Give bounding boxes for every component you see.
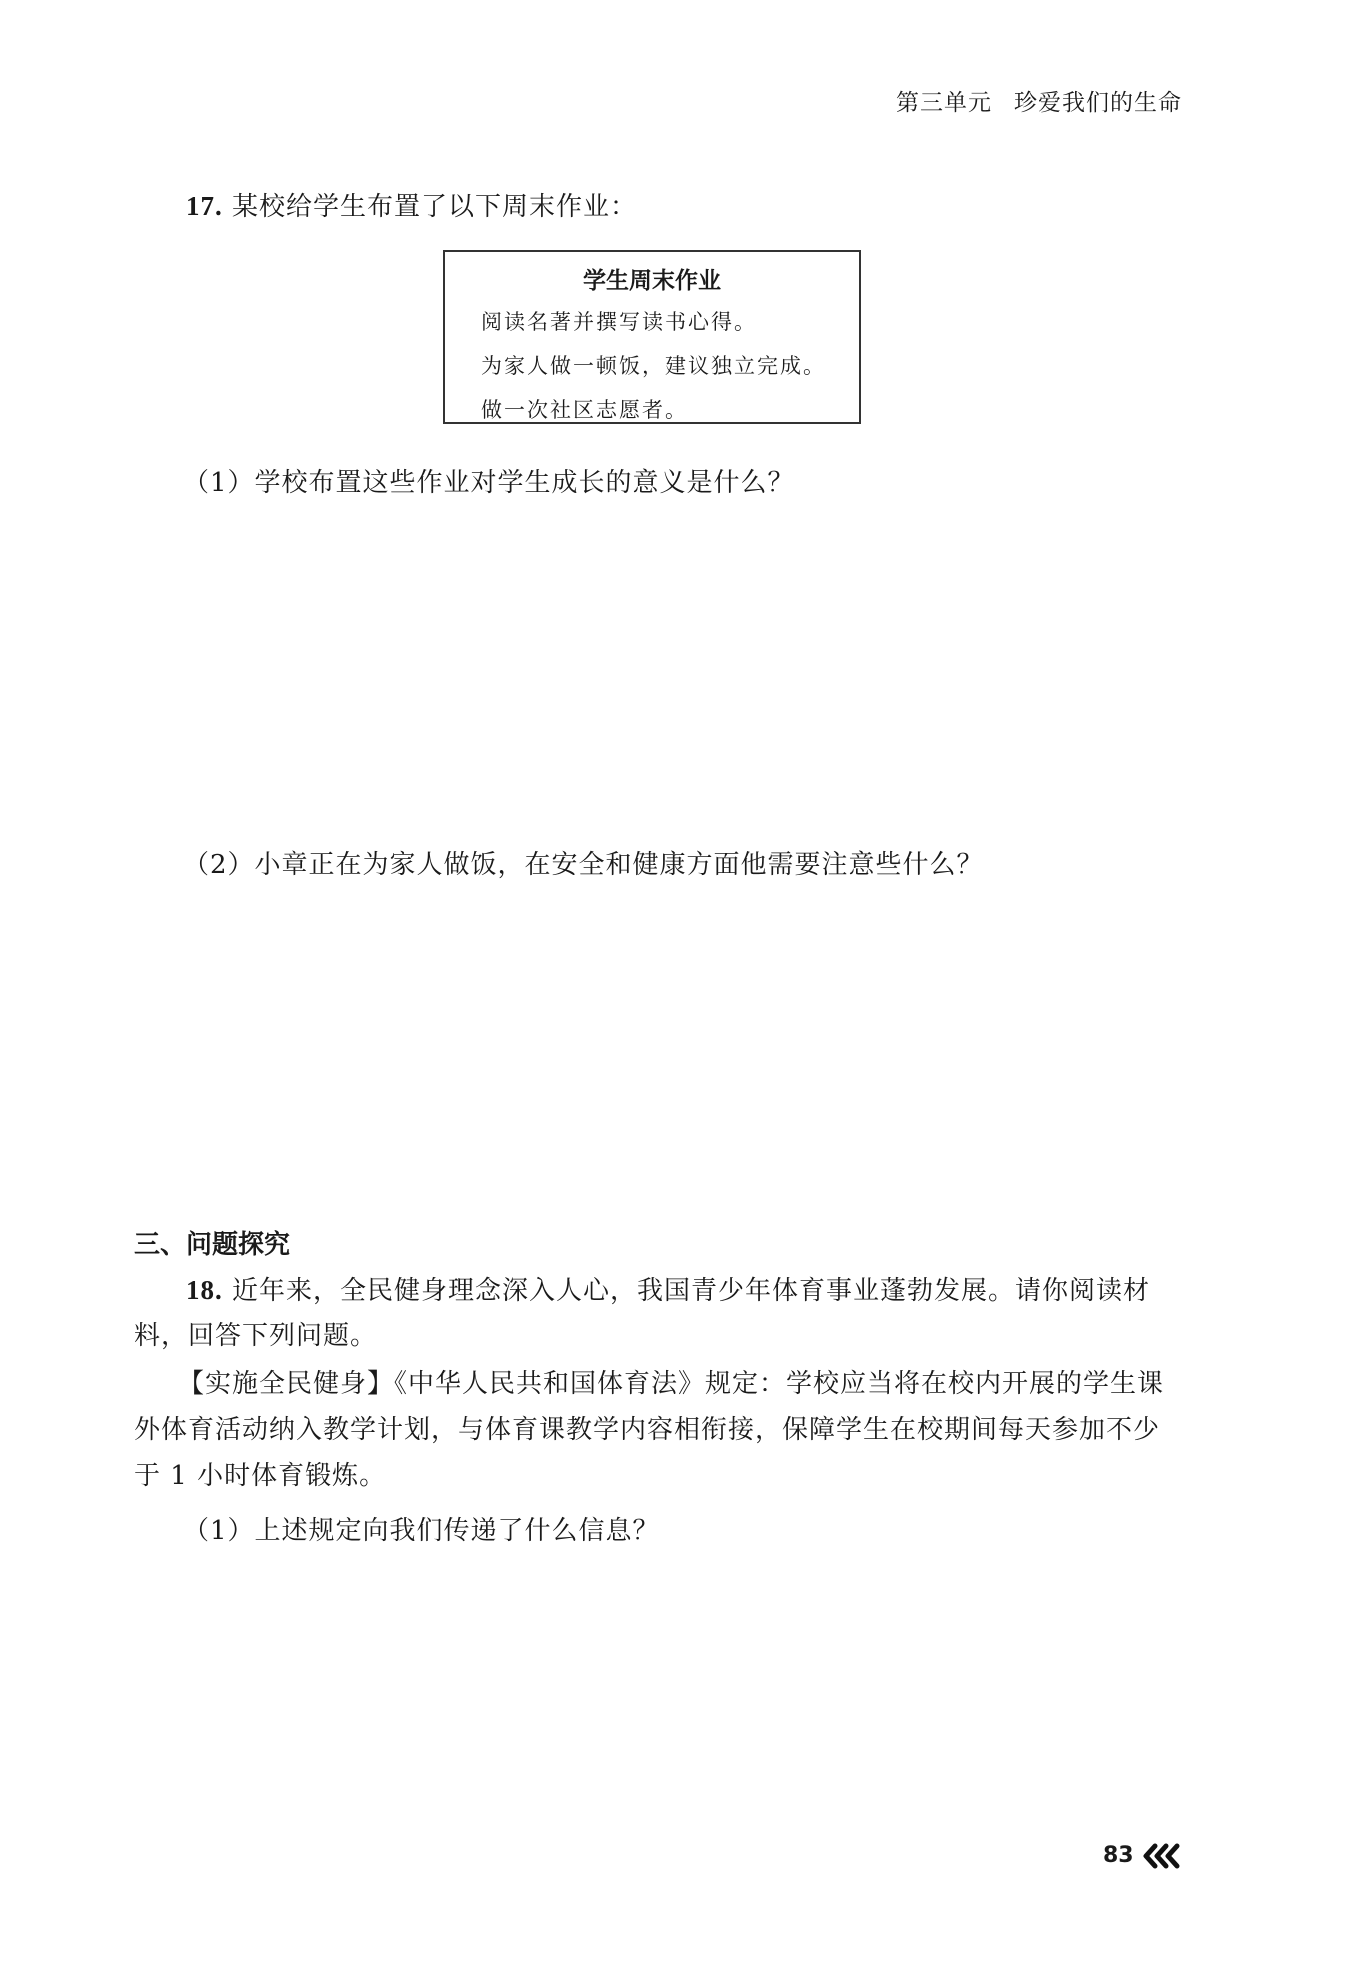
- question-17-stem: [186, 186, 637, 223]
- homework-item: 为家人做一顿饭，建议独立完成。: [481, 354, 826, 378]
- material-text: 《中华人民共和国体育法》规定：学校应当将在校内开展的学生课: [394, 1369, 1165, 1399]
- page-number: 83: [1103, 1843, 1134, 1868]
- question-17-sub2: （2）小章正在为家人做饭，在安全和健康方面他需要注意些什么？: [183, 850, 984, 880]
- question-18-stem-line2: 料，回答下列问题。: [134, 1321, 378, 1351]
- homework-box-title: 学生周末作业: [583, 268, 721, 294]
- homework-box: [443, 250, 861, 424]
- question-18-stem-line1: [186, 1266, 1150, 1315]
- section-title: 三、问题探究: [134, 1230, 291, 1260]
- homework-item: 做一次社区志愿者。: [481, 398, 688, 422]
- question-18-sub1: （1）上述规定向我们传递了什么信息？: [183, 1516, 660, 1546]
- triple-chevron-left-icon: [1142, 1843, 1182, 1873]
- unit-title: 珍爱我们的生命: [1014, 90, 1182, 116]
- question-17-sub1: （1）学校布置这些作业对学生成长的意义是什么？: [183, 468, 795, 498]
- question-text: 近年来，全民健身理念深入人心，我国青少年体育事业蓬勃发展。请你阅读材: [232, 1276, 1151, 1306]
- material-line1: [178, 1360, 1164, 1408]
- homework-item: 阅读名著并撰写读书心得。: [481, 310, 757, 334]
- question-number: 17.: [186, 191, 223, 221]
- unit-label: 第三单元: [896, 90, 992, 116]
- material-tag: 【实施全民健身】: [178, 1369, 395, 1399]
- question-text: 某校给学生布置了以下周末作业：: [232, 192, 638, 222]
- question-number: 18.: [186, 1275, 223, 1305]
- material-line3: 于 1 小时体育锻炼。: [134, 1461, 387, 1491]
- material-line2: 外体育活动纳入教学计划，与体育课教学内容相衔接，保障学生在校期间每天参加不少: [134, 1415, 1161, 1445]
- page-header: [896, 84, 1182, 117]
